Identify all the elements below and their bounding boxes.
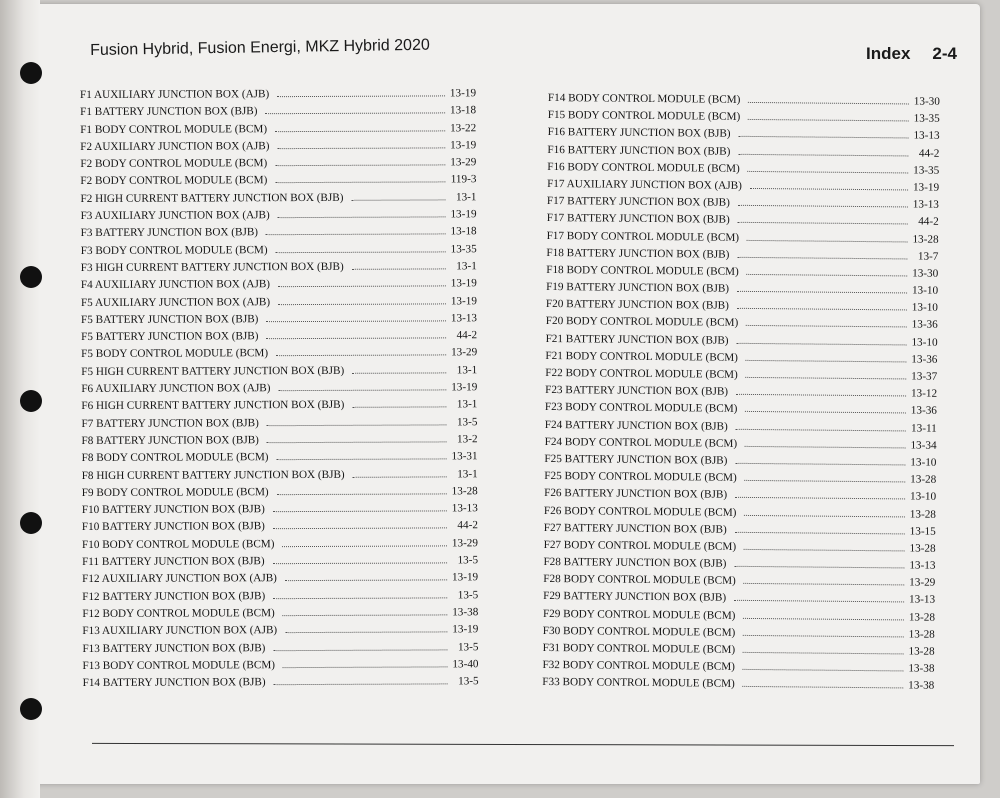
index-entry xyxy=(82,466,478,485)
entry-label: F5 HIGH CURRENT BATTERY JUNCTION BOX (BJB) xyxy=(81,364,345,378)
index-entry xyxy=(80,154,476,173)
entry-page-ref: 44-2 xyxy=(918,147,940,160)
entry-label: F19 BATTERY JUNCTION BOX (BJB) xyxy=(546,281,730,295)
dot-leader xyxy=(352,371,446,373)
entry-label: F10 BODY CONTROL MODULE (BCM) xyxy=(81,537,275,551)
entry-label: F3 BATTERY JUNCTION BOX (BJB) xyxy=(80,226,259,240)
index-entry xyxy=(81,397,477,416)
dot-leader xyxy=(285,579,447,582)
entry-label: F23 BATTERY JUNCTION BOX (BJB) xyxy=(545,384,729,398)
entry-label: F32 BODY CONTROL MODULE (BCM) xyxy=(542,659,736,674)
entry-label: F13 BODY CONTROL MODULE (BCM) xyxy=(82,658,276,672)
entry-label: F9 BODY CONTROL MODULE (BCM) xyxy=(81,486,269,499)
entry-page-ref: 13-1 xyxy=(456,260,477,273)
entry-page-ref: 13-22 xyxy=(450,121,477,134)
entry-label: F11 BATTERY JUNCTION BOX (BJB) xyxy=(82,555,265,569)
entry-page-ref: 44-2 xyxy=(457,519,478,532)
entry-label: F12 BODY CONTROL MODULE (BCM) xyxy=(82,607,275,620)
entry-page-ref: 119-3 xyxy=(450,173,477,186)
dot-leader xyxy=(743,685,904,689)
entry-label: F2 BODY CONTROL MODULE (BCM) xyxy=(80,174,268,188)
dot-leader xyxy=(267,440,447,443)
entry-label: F30 BODY CONTROL MODULE (BCM) xyxy=(542,624,736,639)
entry-page-ref: 13-1 xyxy=(456,364,478,377)
index-entry xyxy=(82,639,478,658)
entry-label: F28 BODY CONTROL MODULE (BCM) xyxy=(543,573,736,588)
entry-label: F1 BATTERY JUNCTION BOX (BJB) xyxy=(80,105,258,119)
dot-leader xyxy=(748,101,909,105)
dot-leader xyxy=(276,354,446,357)
entry-page-ref: 13-35 xyxy=(913,164,940,177)
dot-leader xyxy=(266,319,446,322)
entry-page-ref: 13-19 xyxy=(912,181,940,194)
entry-page-ref: 13-10 xyxy=(910,456,937,469)
entry-label: F29 BODY CONTROL MODULE (BCM) xyxy=(542,607,736,622)
entry-label: F18 BODY CONTROL MODULE (BCM) xyxy=(546,263,739,278)
index-entry xyxy=(81,327,477,346)
entry-label: F8 BODY CONTROL MODULE (BCM) xyxy=(81,451,269,465)
entry-page-ref: 13-28 xyxy=(912,233,939,246)
entry-label: F10 BATTERY JUNCTION BOX (BJB) xyxy=(81,520,265,534)
dot-leader xyxy=(277,146,445,149)
index-entry xyxy=(81,206,477,225)
dot-leader xyxy=(748,118,909,122)
entry-label: F17 AUXILIARY JUNCTION BOX (AJB) xyxy=(547,177,742,192)
index-column-right xyxy=(542,90,940,695)
dot-leader xyxy=(278,215,446,218)
dot-leader xyxy=(282,544,447,547)
index-entry xyxy=(81,293,477,312)
dot-leader xyxy=(266,337,446,340)
dot-leader xyxy=(737,307,907,311)
entry-page-ref: 13-10 xyxy=(911,284,939,297)
entry-page-ref: 13-13 xyxy=(912,198,939,211)
entry-label: F14 BODY CONTROL MODULE (BCM) xyxy=(547,91,741,106)
entry-label: F16 BATTERY JUNCTION BOX (BJB) xyxy=(547,143,731,158)
entry-label: F27 BATTERY JUNCTION BOX (BJB) xyxy=(543,521,727,536)
index-entry xyxy=(81,241,477,260)
entry-label: F26 BATTERY JUNCTION BOX (BJB) xyxy=(544,487,728,502)
entry-label: F15 BODY CONTROL MODULE (BCM) xyxy=(547,109,741,124)
dot-leader xyxy=(285,631,447,634)
entry-page-ref: 13-13 xyxy=(450,312,478,325)
entry-page-ref: 13-28 xyxy=(908,645,935,658)
entry-page-ref: 13-31 xyxy=(451,450,478,463)
index-entry xyxy=(82,449,478,468)
dot-leader xyxy=(283,665,448,668)
entry-label: F24 BATTERY JUNCTION BOX (BJB) xyxy=(544,418,728,433)
entry-page-ref: 13-5 xyxy=(457,640,479,653)
entry-page-ref: 13-28 xyxy=(908,628,935,641)
binder-hole xyxy=(20,266,42,288)
entry-page-ref: 13-29 xyxy=(909,576,936,589)
dot-leader xyxy=(277,94,445,97)
dot-leader xyxy=(275,164,445,167)
dot-leader xyxy=(277,458,447,461)
entry-label: F1 BODY CONTROL MODULE (BCM) xyxy=(80,122,268,136)
entry-label: F22 BODY CONTROL MODULE (BCM) xyxy=(545,366,738,381)
dot-leader xyxy=(735,496,905,500)
entry-page-ref: 13-5 xyxy=(458,675,479,688)
dot-leader xyxy=(278,285,446,288)
entry-page-ref: 13-38 xyxy=(452,606,479,619)
dot-leader xyxy=(750,187,908,191)
dot-leader xyxy=(743,634,904,638)
entry-label: F29 BATTERY JUNCTION BOX (BJB) xyxy=(543,590,727,605)
dot-leader xyxy=(745,445,906,449)
entry-label: F21 BODY CONTROL MODULE (BCM) xyxy=(545,349,738,364)
entry-page-ref: 13-35 xyxy=(913,112,940,125)
entry-page-ref: 13-12 xyxy=(910,387,938,400)
entry-page-ref: 13-35 xyxy=(450,242,477,256)
entry-page-ref: 13-36 xyxy=(911,318,938,332)
dot-leader xyxy=(736,393,906,397)
dot-leader xyxy=(745,479,906,483)
entry-label: F20 BATTERY JUNCTION BOX (BJB) xyxy=(545,298,729,312)
entry-page-ref: 13-18 xyxy=(450,225,477,238)
entry-page-ref: 13-2 xyxy=(456,433,478,446)
dot-leader xyxy=(743,651,904,655)
index-entry xyxy=(80,85,476,104)
dot-leader xyxy=(746,324,907,328)
entry-page-ref: 13-1 xyxy=(456,398,478,411)
index-entry xyxy=(82,552,478,571)
entry-label: F6 AUXILIARY JUNCTION BOX (AJB) xyxy=(81,382,271,396)
entry-label: F3 HIGH CURRENT BATTERY JUNCTION BOX (BJB) xyxy=(80,260,344,274)
dot-leader xyxy=(353,475,447,477)
dot-leader xyxy=(743,668,904,672)
dot-leader xyxy=(736,427,906,431)
dot-leader xyxy=(275,181,445,184)
dot-leader xyxy=(744,513,905,517)
entry-page-ref: 13-19 xyxy=(451,381,478,394)
entry-page-ref: 13-36 xyxy=(911,353,938,366)
entry-page-ref: 13-37 xyxy=(911,370,938,383)
index-entry xyxy=(80,172,476,191)
entry-label: F16 BATTERY JUNCTION BOX (BJB) xyxy=(547,126,731,141)
entry-label: F14 BATTERY JUNCTION BOX (BJB) xyxy=(82,676,266,690)
entry-page-ref: 44-2 xyxy=(456,329,478,342)
entry-page-ref: 13-30 xyxy=(912,267,939,280)
manual-title: Fusion Hybrid, Fusion Energi, MKZ Hybrid 2020 xyxy=(90,36,430,59)
entry-page-ref: 13-38 xyxy=(908,679,935,693)
dot-leader xyxy=(737,341,907,345)
entry-label: F20 BODY CONTROL MODULE (BCM) xyxy=(545,315,739,330)
entry-label: F10 BATTERY JUNCTION BOX (BJB) xyxy=(81,503,265,517)
entry-page-ref: 13-29 xyxy=(450,156,477,169)
index-entry xyxy=(82,483,478,502)
entry-label: F2 HIGH CURRENT BATTERY JUNCTION BOX (BJB) xyxy=(80,191,344,205)
dot-leader xyxy=(738,152,908,156)
entry-page-ref: 13-19 xyxy=(450,277,477,290)
entry-page-ref: 13-19 xyxy=(452,623,479,636)
entry-label: F4 AUXILIARY JUNCTION BOX (AJB) xyxy=(80,278,271,292)
entry-label: F6 HIGH CURRENT BATTERY JUNCTION BOX (BJB) xyxy=(81,399,345,413)
dot-leader xyxy=(746,376,907,380)
dot-leader xyxy=(274,682,448,685)
dot-leader xyxy=(352,267,446,269)
entry-page-ref: 13-19 xyxy=(450,208,477,221)
dot-leader xyxy=(278,302,446,305)
binder-hole xyxy=(20,698,42,720)
index-entry xyxy=(82,431,478,450)
entry-label: F3 AUXILIARY JUNCTION BOX (AJB) xyxy=(80,209,270,223)
index-entry xyxy=(81,224,477,243)
dot-leader xyxy=(738,221,908,225)
entry-page-ref: 13-5 xyxy=(457,554,479,567)
entry-label: F5 BATTERY JUNCTION BOX (BJB) xyxy=(81,330,259,344)
entry-label: F5 AUXILIARY JUNCTION BOX (AJB) xyxy=(80,295,271,309)
entry-label: F5 BATTERY JUNCTION BOX (BJB) xyxy=(80,313,259,326)
dot-leader xyxy=(266,233,446,236)
entry-page-ref: 13-34 xyxy=(910,439,937,452)
entry-label: F23 BODY CONTROL MODULE (BCM) xyxy=(544,401,738,416)
index-entry xyxy=(81,345,477,364)
index-entry xyxy=(82,621,478,640)
index-entry xyxy=(82,500,478,519)
entry-page-ref: 13-13 xyxy=(451,502,478,515)
entry-label: F28 BATTERY JUNCTION BOX (BJB) xyxy=(543,556,727,570)
section-header xyxy=(866,44,957,64)
dot-leader xyxy=(273,527,447,530)
index-entry xyxy=(81,276,477,295)
dot-leader xyxy=(744,582,905,586)
index-entry xyxy=(80,189,476,208)
entry-page-ref: 13-11 xyxy=(911,422,937,435)
entry-page-ref: 13-28 xyxy=(910,473,937,486)
dot-leader xyxy=(265,112,445,115)
index-entry xyxy=(80,137,476,156)
index-column-left xyxy=(80,85,479,692)
index-entry xyxy=(81,414,477,433)
entry-label: F8 BATTERY JUNCTION BOX (BJB) xyxy=(81,434,259,447)
dot-leader xyxy=(747,273,908,277)
entry-label: F3 BODY CONTROL MODULE (BCM) xyxy=(80,243,268,257)
index-entry xyxy=(82,535,478,554)
dot-leader xyxy=(273,648,447,651)
entry-page-ref: 13-1 xyxy=(455,191,477,204)
entry-label: F12 AUXILIARY JUNCTION BOX (AJB) xyxy=(82,572,277,586)
entry-page-ref: 13-13 xyxy=(908,593,936,607)
entry-label: F18 BATTERY JUNCTION BOX (BJB) xyxy=(546,246,730,261)
dot-leader xyxy=(745,410,906,414)
dot-leader xyxy=(735,531,905,535)
dot-leader xyxy=(276,250,446,253)
index-entry xyxy=(82,570,478,589)
dot-leader xyxy=(273,596,447,599)
entry-page-ref: 13-28 xyxy=(909,507,937,521)
entry-page-ref: 13-19 xyxy=(450,139,477,152)
dot-leader xyxy=(275,129,445,132)
entry-label: F13 AUXILIARY JUNCTION BOX (AJB) xyxy=(82,624,278,638)
dot-leader xyxy=(352,406,446,408)
entry-page-ref: 13-10 xyxy=(909,490,937,504)
entry-page-ref: 13-13 xyxy=(909,559,936,572)
dot-leader xyxy=(738,204,908,208)
entry-label: F2 AUXILIARY JUNCTION BOX (AJB) xyxy=(80,140,270,153)
binder-hole xyxy=(20,512,42,534)
entry-label: F25 BATTERY JUNCTION BOX (BJB) xyxy=(544,452,728,467)
entry-label: F26 BODY CONTROL MODULE (BCM) xyxy=(543,504,737,519)
index-entry xyxy=(80,120,476,139)
entry-page-ref: 13-18 xyxy=(449,104,477,117)
dot-leader xyxy=(351,198,445,200)
index-entry xyxy=(82,518,478,537)
entry-label: F27 BODY CONTROL MODULE (BCM) xyxy=(543,538,737,553)
entry-label: F13 BATTERY JUNCTION BOX (BJB) xyxy=(82,641,266,655)
entry-page-ref: 13-13 xyxy=(913,129,940,143)
dot-leader xyxy=(277,492,447,495)
entry-label: F17 BODY CONTROL MODULE (BCM) xyxy=(546,229,740,244)
entry-label: F25 BODY CONTROL MODULE (BCM) xyxy=(544,470,737,484)
dot-leader xyxy=(747,238,908,242)
entry-label: F17 BATTERY JUNCTION BOX (BJB) xyxy=(546,212,730,227)
entry-page-ref: 13-28 xyxy=(451,485,478,498)
index-entry xyxy=(81,362,477,381)
index-entry xyxy=(82,587,478,606)
entry-page-ref: 13-36 xyxy=(910,404,937,418)
index-entry xyxy=(82,604,478,623)
index-entry xyxy=(82,656,478,675)
page-number: 2-4 xyxy=(932,44,957,63)
entry-label: F17 BATTERY JUNCTION BOX (BJB) xyxy=(546,195,730,209)
index-entry xyxy=(81,258,477,277)
index-entry xyxy=(81,379,477,398)
entry-page-ref: 13-28 xyxy=(909,542,936,555)
entry-page-ref: 13-5 xyxy=(457,588,479,601)
entry-page-ref: 44-2 xyxy=(918,215,939,229)
entry-label: F12 BATTERY JUNCTION BOX (BJB) xyxy=(82,589,266,603)
entry-page-ref: 13-10 xyxy=(911,301,938,315)
entry-page-ref: 13-38 xyxy=(908,662,935,675)
entry-page-ref: 13-29 xyxy=(451,346,478,359)
dot-leader xyxy=(267,423,447,426)
dot-leader xyxy=(283,613,448,616)
binder-hole xyxy=(20,390,42,412)
entry-label: F21 BATTERY JUNCTION BOX (BJB) xyxy=(545,332,729,347)
entry-page-ref: 13-30 xyxy=(913,95,940,108)
section-name: Index xyxy=(866,44,911,63)
binder-hole xyxy=(20,62,42,84)
dot-leader xyxy=(735,462,905,466)
index-entry xyxy=(83,673,479,692)
entry-page-ref: 13-28 xyxy=(908,611,936,624)
dot-leader xyxy=(739,135,909,139)
entry-label: F33 BODY CONTROL MODULE (BCM) xyxy=(542,676,735,691)
entry-label: F5 BODY CONTROL MODULE (BCM) xyxy=(81,347,269,361)
index-entry xyxy=(80,103,476,122)
entry-page-ref: 13-40 xyxy=(452,658,479,671)
dot-leader xyxy=(273,510,447,513)
entry-page-ref: 13-1 xyxy=(457,467,478,480)
dot-leader xyxy=(273,561,447,564)
entry-page-ref: 13-19 xyxy=(450,294,477,307)
dot-leader xyxy=(744,548,905,552)
entry-page-ref: 13-10 xyxy=(911,336,938,349)
entry-label: F31 BODY CONTROL MODULE (BCM) xyxy=(542,641,736,656)
entry-label: F7 BATTERY JUNCTION BOX (BJB) xyxy=(81,416,259,430)
dot-leader xyxy=(278,388,446,391)
entry-label: F1 AUXILIARY JUNCTION BOX (AJB) xyxy=(80,88,270,101)
entry-label: F24 BODY CONTROL MODULE (BCM) xyxy=(544,435,738,450)
dot-leader xyxy=(734,599,904,603)
entry-page-ref: 13-15 xyxy=(909,525,936,538)
entry-page-ref: 13-29 xyxy=(451,536,479,550)
dot-leader xyxy=(748,170,909,174)
entry-page-ref: 13-19 xyxy=(449,87,477,100)
dot-leader xyxy=(746,359,907,363)
entry-label: F16 BODY CONTROL MODULE (BCM) xyxy=(547,160,740,175)
entry-label: F2 BODY CONTROL MODULE (BCM) xyxy=(80,157,268,171)
dot-leader xyxy=(737,256,907,260)
dot-leader xyxy=(734,565,904,569)
entry-label: F8 HIGH CURRENT BATTERY JUNCTION BOX (BJB) xyxy=(81,468,345,482)
index-entry xyxy=(81,310,477,329)
dot-leader xyxy=(743,617,904,621)
dot-leader xyxy=(737,290,907,294)
entry-page-ref: 13-19 xyxy=(452,571,479,584)
entry-page-ref: 13-7 xyxy=(917,250,939,263)
entry-page-ref: 13-5 xyxy=(456,415,478,428)
